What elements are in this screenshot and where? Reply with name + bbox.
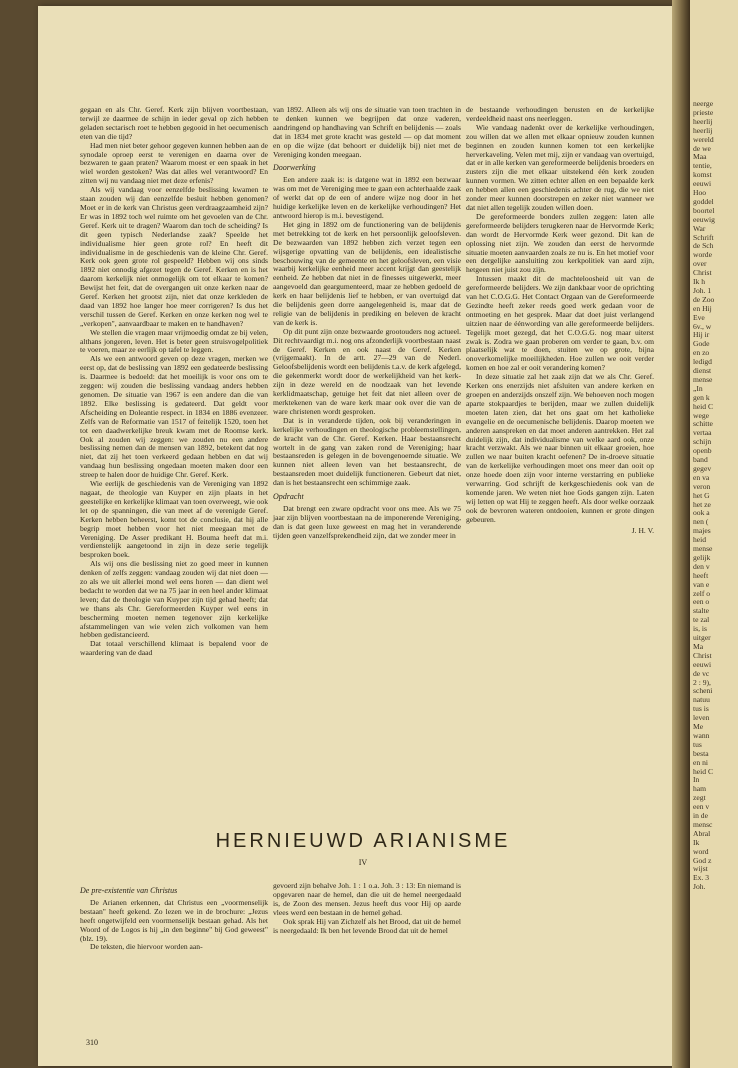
paragraph: de bestaande verhoudingen berusten en de kerkelijke verdeeldheid naast ons neerleggen. [466,105,654,123]
page-number: 310 [86,1038,98,1047]
next-page-fragment: het G [693,490,710,500]
next-page-fragment: leven [693,713,710,723]
next-page-fragment: prieste [693,107,714,117]
next-page-fragment: in de [693,811,708,820]
paragraph: Een andere zaak is: is datgene wat in 1892 een bezwaar was om met de Vereniging mee te gaan een achterhaalde zaak of werkt dat op de een of andere wijze nog door in het huidige kerkelijke leven en de kerkelijke verhoudingen? Het antwoord hierop is m.i. bevestigend. [273,175,461,220]
next-page-fragment: tentie, [693,161,712,171]
next-page-fragment: ook a [693,508,710,518]
heading-opdracht: Opdracht [273,492,304,502]
next-page-fragment: Ik [693,837,700,847]
next-page-fragment: gelijk [693,552,711,562]
article-column-1-text [80,899,268,952]
paragraph: Als wij vandaag voor eenzelfde beslissing kwamen te staan zouden wij dan eenzelfde besluit hebben genomen? Moet er in de kerk van Christus geen verdraagzaamheid zijn? Er was in 1892 toch wel ruimte om het gevoelen van de Chr. Geref. Kerk uit te dragen? Waarom dan toch de scheiding? Is dit geen typisch Nederlandse zaak? Speelde het individualisme hier geen grote rol? En heeft dit individualisme in de geschiedenis van de kleine Chr. Geref. Kerk ook geen grote rol gespeeld? Hebben wij ons sinds 1892 niet onnodig afgezet tegen de Geref. Kerken en is het daarom kerkelijk niet onmogelijk om tot elkaar te komen? Bewijst het feit, dat de overgangen uit onze kerken naar de Geref. Kerken het grootst zijn, niet dat onze kerkleden de daad van 1892 hoe langer hoe meer corrigeren? Is dus het verschil tussen de Geref. Kerken en onze kerken nog wel te „verkopen", aanvaardbaar te maken en te handhaven? [80,185,268,328]
next-page-fragment: is, is [693,624,707,634]
next-page-fragment: neerge [693,99,714,108]
next-page-fragment: en zo [693,348,710,358]
next-page-fragment: wijst [693,864,708,874]
paragraph: Als we een antwoord geven op deze vragen, merken we eerst op, dat de beslissing van 1892 een gedateerde beslissing is. Daarmee is bedoeld: dat het moeilijk is voor ons om te zeggen: wij zouden die beslissing vandaag anders hebben genomen. De situatie van 1967 is een andere dan die van 1892. Elke beslissing is gedateerd. Dat geldt voor Afscheiding en Doleantie respect. in 1834 en 1886 evenzeer. Zelfs van de Reformatie van 1517 of feitelijk 1520, toen het tot een daadwerkelijke breuk kwam met de Roomse kerk. Ook al zouden wij zeggen: we zouden nu een andere beslissing nemen dan de mensen van 1892, betekent dat nog niet, dat zij het toen verkeerd gedaan hebben en dat wij vandaag hun beslissing ongedaan moeten maken door een streep te halen door de huidige Chr. Geref. Kerk. [80,354,268,480]
next-page-fragment: scheni [693,686,713,696]
next-page-fragment: tus is [693,704,709,714]
article-title: HERNIEUWD ARIANISME [215,830,511,852]
next-page-fragment: Hij ir [693,330,710,340]
column-1 [80,106,268,658]
next-page-fragment: word [693,846,709,856]
article-part: IV [358,858,368,867]
next-page-fragment: zegt [693,793,706,803]
next-page-fragment: een v [693,802,710,812]
next-page-fragment: uitger [693,633,711,642]
next-page-fragment: wann [693,730,710,740]
paragraph: Dat brengt een zware opdracht voor ons mee. Als we 75 jaar zijn blijven voortbestaan na de imponerende Vereniging, dan is dat geen luxe geweest en mag het in veranderende tijden geen vanzelfsprekendheid zijn, dat we zonder meer in [273,503,461,540]
next-page-fragment: de vc [693,668,710,678]
next-page-fragment: veron [693,481,711,491]
paragraph: In deze situatie zal het zaak zijn dat we als Chr. Geref. Kerken ons enerzijds niet afsluiten van andere kerken en groepen en anderzijds onszelf zijn. We behoeven noch mogen aparte stokpaardjes te berijden, maar we zullen duidelijk moeten laten zien, dat het ons gaat om het katholieke evangelie en de oecumenische belijdenis. Daarop moeten we anderen aanspreken en dat moet anderen aantrekken. Het zal duidelijk zijn, dat individualisme van welke aard ook, onze kracht verzwakt. Als we naar binnen uit elkaar groeien, hoe zullen we naar buiten kracht oefenen? De in-droeve situatie van de kerkelijke verhoudingen moet ons meer dan ooit op onze hoede doen zijn voor interne verstarring en publieke verwarring. God schrijft de kerkgeschiedenis ook van de komende jaren. We weten niet hoe Gods gangen zijn. Laten wij letten op wat Hij te zeggen heeft. Als door welke oorzaak ook de bevroren wateren ontdooien, kunnen er grote dingen gebeuren. [466,372,654,524]
paragraph: Had men niet beter gehoor gegeven kunnen hebben aan de synodale oproep eerst te verenigen en daarna over de bezwaren te gaan praten? Waarom moest er een spaak in het wiel worden gestoken? Was dat alles wel verantwoord? En zitten wij nu vandaag niet met deze erfenis? [80,140,268,186]
heading-pre-existence: De pre-existentie van Christus [80,886,178,895]
next-page-fragment: boortel [693,205,715,215]
next-page-fragment: Ex. 3 [693,873,710,883]
next-page-fragment: Maa [693,152,707,162]
next-page-fragment: dienst [693,366,712,375]
next-page-fragment: heeft [693,570,709,580]
paragraph: We stellen die vragen maar vrijmoedig omdat ze bij velen, althans jongeren, leven. Het is beter geen struisvogelpolitiek te voeren, maar ze eerlijk op tafel te leggen. [80,327,268,355]
heading-doorwerking: Doorwerking [273,163,316,173]
next-page-fragment: mense [693,374,713,384]
next-page-fragment: het ze [693,499,711,509]
paragraph: Ook sprak Hij van Zichzelf als het Brood, dat uit de hemel is neergedaald: Ik ben het levende Brood dat uit de hemel [273,916,461,935]
next-page-fragment: mense [693,544,713,553]
next-page-fragment: heerlij [693,116,713,126]
next-page-fragment: stalte [693,606,710,616]
paragraph: gevoerd zijn behalve Joh. 1 : 1 o.a. Joh. 3 : 13: En niemand is opgevaren naar de hemel, dan die uit de hemel neergedaald is, de Zoon des mensen. Jezus heeft dus voor Hij op aarde vlees werd een bestaan in de hemel gehad. [273,881,461,917]
next-page-fragment: Gode [693,339,710,349]
next-page-fragment: eeuwi [693,179,712,189]
next-page-fragment: eeuwig [693,214,715,224]
next-page-fragment: gen k [693,392,710,402]
next-page-fragment: Me [693,722,704,731]
next-page-fragment: Eve [693,312,705,322]
next-page-fragment: heid C [693,766,714,776]
next-page-fragment: en va [693,472,710,482]
next-page-fragment: schijn [693,437,712,447]
paragraph: Het ging in 1892 om de functionering van de belijdenis met betrekking tot de kerk en het persoonlijk geloofsleven. De bezwaarden van 1892 hebben zich verzet tegen een wijsgerige opvatting van de belijdenis, een idealistische beschouwing van de gemeente en het geloofsleven, een visie waarbij kerkelijke eenheid meer accent krijgt dan geestelijk eenheid. Ze hebben dat niet in de finesses uitgewerkt, meer aangevoeld dan geargumenteerd, maar ze hebben gedoeld de kerk en haar belijdenis lief te hebben, er van overtuigd dat die belijdenis geen dorre aangelegenheid is, maar dat de religie van de belijdenis in prediking en beleven de kracht van de kerk is. [273,219,461,327]
next-page-fragment: Schrift [693,232,714,242]
next-page-fragment: 2 : 9), [693,677,711,687]
next-page-fragment: vertaa [693,428,712,438]
paragraph: Dat is in veranderde tijden, ook bij veranderingen in kerkelijke verhoudingen en theologische probleemstellingen, de kracht van de Chr. Geref. Kerken. Haar bestaansrecht wortelt in de gang van zaken rond de Vereniging; haar bestaansreden is gelegen in de bovengenoemde situatie. We kunnen niet alleen leven van het bestaansrecht, de bestaansreden moet duidelijk functioneren. Gebeurt dat niet, dan is het bestaansrecht een schimmige zaak. [273,415,461,488]
next-page-edge [690,0,738,1068]
next-page-fragment: zelf o [693,588,711,598]
next-page-fragment: „In [693,383,703,393]
next-page-fragment: Joh. 1 [693,285,712,295]
next-page-fragment: besta [693,748,709,758]
column-3-text [466,106,654,525]
next-page-fragment: eeuwi [693,659,712,669]
paragraph: gegaan en als Chr. Geref. Kerk zijn blijven voortbestaan, terwijl ze daarmee de schijn in ieder geval op zich hebben geladen sectarisch roet te hebben gegooid in het oecumenisch eten van die tijd? [80,105,268,141]
next-page-fragment: Hoo [693,188,707,197]
next-page-fragment: ham [693,784,707,794]
column-3 [466,106,654,536]
next-page-fragment: God z [693,855,712,865]
next-page-fragment: Christ [693,650,712,660]
next-page-fragment: majes [693,526,711,536]
next-page-fragment: Christ [693,268,712,278]
next-page-fragment: en Hij [693,303,712,313]
next-page-fragment: schitte [693,419,713,429]
paragraph: De gereformeerde bonders zullen zeggen: laten alle gereformeerde belijders terugkeren naar de Hervormde Kerk; dan wordt de Hervormde Kerk weer gezond. Dit kan de oplossing niet zijn. We zouden dan eerst de hervormde situatie moeten aanvaarden zoals ze nu is. En het motief voor een dergelijke aansluiting zou kerkpolitiek van aard zijn, hetgeen niet juist zou zijn. [466,211,654,275]
paragraph: Wie vandaag nadenkt over de kerkelijke verhoudingen, zou willen dat we allen met elkaar opnieuw zouden kunnen beginnen en zouden kunnen komen tot een kerkelijke herverkaveling. Velen met mij, zijn er vandaag van overtuigd, dat er in alle kerken van gereformeerde belijdenis broeders en zusters zijn die met elkaar uitstekend één kerk zouden kunnen vormen. We zitten echter allen en een bepaalde kerk en hebben allen een geschiedenis achter de rug, die we niet zonder meer kunnen doorstrepen en zeker niet wanneer we dat niet allen tegelijk zouden willen doen. [466,122,654,212]
article-column-1 [80,882,268,952]
next-page-fragment: In [693,775,700,785]
next-page-fragment: Ma [693,641,704,651]
next-page-fragment: heerlij [693,125,713,135]
next-page-fragment: Joh. [693,882,706,892]
next-page-fragment: nen ( [693,517,709,527]
next-page-fragment: een o [693,597,710,607]
next-page-fragment: Ik h [693,277,706,286]
next-page-fragment: komst [693,170,712,180]
next-page-fragment: goddel [693,196,714,206]
next-page-fragment: openb [693,446,712,456]
paragraph: Dat totaal verschillend klimaat is bepalend voor de waardering van de daad [80,639,268,658]
author-signature: J. H. V. [631,525,654,535]
paragraph: De teksten, die hiervoor worden aan- [90,942,203,952]
magazine-page [38,6,688,1066]
next-page-fragment: van e [693,579,710,589]
next-page-fragment: tus [693,739,702,749]
next-page-fragment: War [693,223,706,233]
article-column-2 [273,882,461,935]
next-page-fragment: de Sch [693,241,714,251]
next-page-fragment: over [693,259,707,269]
next-page-fragment: natuu [693,695,710,705]
paragraph: Op dit punt zijn onze bezwaarde grootouders nog actueel. Dit rechtvaardigt m.i. nog ons afzonderlijk voortbestaan naast de Geref. Kerken en ook naast de Geref. Kerken (vrijgemaakt). In de artt. 27—29 van de Nederl. Geloofsbelijdenis wordt een belijdenis t.a.v. de kerk afgelegd, die gekenmerkt wordt door de werkelijkheid van het kerk-zijn in deze wereld en de noodzaak van het levende kerklidmaatschap, getuige het feit dat niet alleen over de merktekenen van de ware kerk maar ook over die van de ware christenen wordt gesproken. [273,326,461,416]
article-column-2-text [273,882,461,935]
book-gutter [672,0,690,1068]
paragraph: Intussen maakt dit de machteloosheid uit van de gereformeerde belijders. We zijn dankbaar voor de oprichting van het C.O.G.G. Het Contact Orgaan van de Gereformeerde Gezindte heeft zeker reeds goed werk gedaan voor de ontmoeting en het gesprek. Maar dat doet juist verlangend uitzien naar de éénwording van alle gereformeerde belijders. Tegelijk moet gezegd, dat het C.O.G.G. nog maar uiterst zwak is. Zodra we gaan proberen om verder te gaan, b.v. om plaatselijk wat te doen, stuiten we op grote, bijna onoverkomelijke moeilijkheden. Hoe zullen we ooit verder komen en hoe zal er ooit verandering komen? [466,274,654,373]
next-page-fragment: 6v., w [693,321,712,331]
next-page-fragment: worde [693,250,712,260]
next-page-fragment: mensc [693,819,713,829]
paragraph: Als wij ons die beslissing niet zo goed meer in kunnen denken of zelfs zeggen: vandaag zouden wij dat niet doen — zo als we uit allerlei mond wel eens horen — dan dient wel bedacht te worden dat we na 75 jaar in een heel ander klimaat leven; dat de theologie van Kuyper zijn tijd gehad heeft; dat we thans als Chr. Gereformeerden Kuyper wel eens in bescherming moeten nemen tegenover zijn kerkelijke afstammelingen van wie velen zich volkomen van hem hebben gedistancieerd. [80,559,268,640]
next-page-fragment: den v [693,561,710,571]
paragraph: van 1892. Alleen als wij ons de situatie van toen trachten in te denken kunnen we begrijpen dat onze vaderen, aandringend op handhaving van Schrift en belijdenis — zoals dat in 1834 met grote kracht was gesteld — op dat moment en op die wijze (dat behoort er duidelijk bij) niet met de Vereniging konden meegaan. [273,105,461,159]
paragraph: De Arianen erkennen, dat Christus een „voormenselijk bestaan" heeft gekend. Zo lezen we in de brochure: „Jezus heeft ongetwijfeld een voormenselijk bestaan gehad. Als het Woord of de Logos is hij „in den beginne" bij God geweest" (blz. 19). [80,897,268,943]
section-doorwerking [273,176,461,488]
next-page-fragment: de we [693,143,711,153]
section-opdracht [273,505,461,541]
next-page-fragment: wereld [693,134,714,144]
column-2 [273,106,461,541]
next-page-fragment: de Zoo [693,294,715,304]
paragraph: Wie eerlijk de geschiedenis van de Vereniging van 1892 nagaat, de theologie van Kuyper en zijn plaats in het geestelijke en kerkelijke klimaat van toen overweegt, wie ook let op de spanningen, die van meet af de verenigde Geref. Kerken hebben beheerst, komt tot de conclusie, dat hij alle begrip moet hebben voor het niet meegaan met de Vereniging. De Asser predikant H. Bouma heeft dat m.i. verdienstelijk aangetoond in zijn in deze serie tegelijk besproken boek. [80,479,268,560]
next-page-fragment: te zal [693,615,710,625]
next-page-fragment: gegev [693,463,712,473]
next-page-fragment: Abral [693,828,711,838]
next-page-fragment: wege [693,410,710,420]
next-page-fragment: heid C [693,401,714,411]
next-page-fragment: band [693,455,708,464]
column-2-intro [273,106,461,159]
next-page-fragment: en ni [693,757,708,767]
next-page-fragment: ledigd [693,357,712,367]
next-page-fragment: heid [693,535,707,545]
